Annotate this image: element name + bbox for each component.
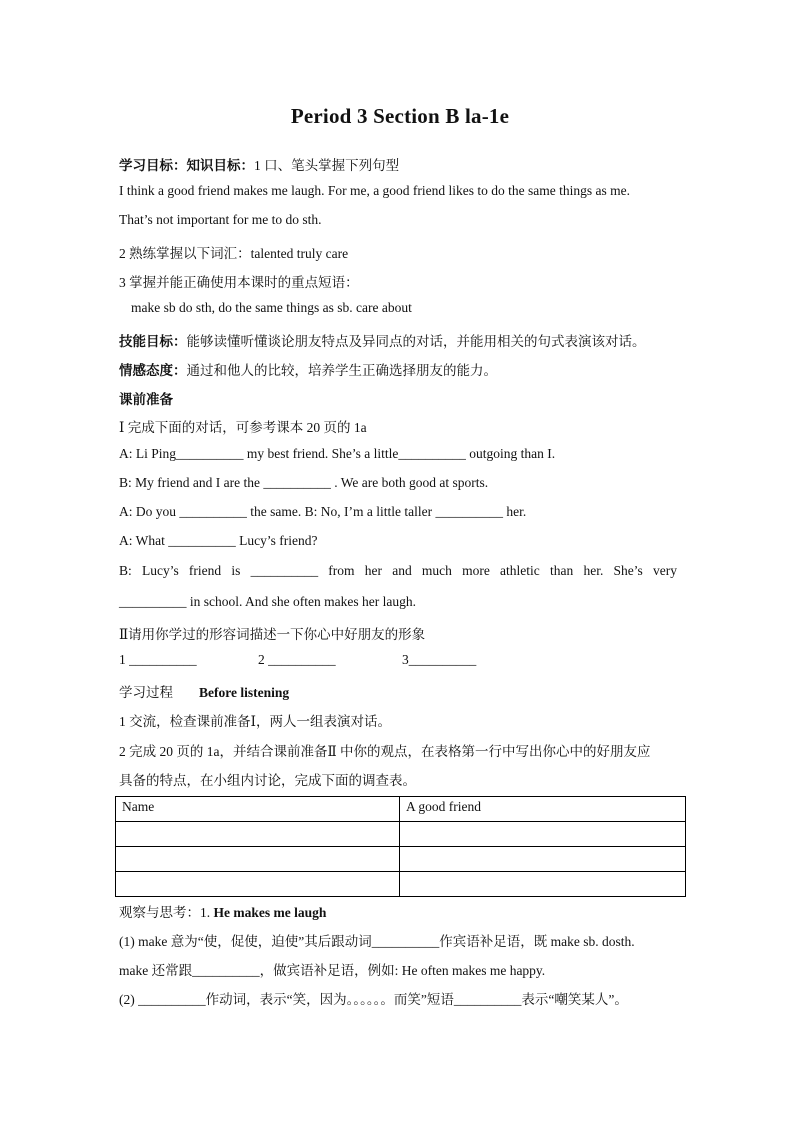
dialogue-line-2: B: My friend and I are the __________ . We are both good at sports. [119, 475, 489, 490]
table-header-row [116, 797, 686, 822]
process-step-2b: 具备的特点，在小组内讨论，完成下面的调查表。 [119, 773, 416, 788]
attitude-goal-line [119, 359, 497, 379]
dialogue-line-1: A: Li Ping__________ my best friend. She’s a little__________ outgoing than I. [119, 446, 556, 461]
observe-sentence: He makes me laugh [213, 905, 327, 920]
observe-point-2: (2) __________作动词，表示“笑，因为。。。。。。而笑”短语__________表示“嘲笑某人”。 [119, 992, 628, 1007]
table-cell [116, 822, 400, 847]
survey-table [115, 796, 686, 897]
learning-goals-label: 学习目标：知识目标： [119, 158, 254, 173]
observe-heading [119, 901, 326, 921]
phrases-line: make sb do sth, do the same things as sb. care about [131, 300, 412, 315]
table-cell [400, 822, 686, 847]
table-header-name: Name [116, 797, 400, 822]
table-row [116, 847, 686, 872]
skill-goal-label: 技能目标： [119, 334, 187, 349]
adjective-blank-3: 3__________ [402, 652, 477, 667]
page-title: Period 3 Section B la-1e [290, 104, 510, 128]
skill-goal-text: 能够读懂听懂谈论朋友特点及异同点的对话，并能用相关的句式表演该对话。 [186, 334, 646, 349]
observe-label: 观察与思考：1. [119, 905, 214, 920]
dialogue-line-3: A: Do you __________ the same. B: No, I’m a little taller __________ her. [119, 504, 527, 519]
dialogue-line-4: A: What __________ Lucy’s friend? [119, 533, 318, 548]
target-sentences-1: I think a good friend makes me laugh. For me, a good friend likes to do the same things as me. [119, 183, 631, 198]
table-row [116, 872, 686, 897]
dialogue-line-5: B: Lucy’s friend is __________ from her and much more athletic than her. She’s very [119, 563, 677, 578]
table-header-good-friend: A good friend [400, 797, 686, 822]
prep-heading: 课前准备 [119, 392, 173, 407]
prep-part2: Ⅱ请用你学过的形容词描述一下你心中好朋友的形象 [119, 627, 426, 642]
skill-goal-line [119, 330, 646, 350]
attitude-goal-text: 通过和他人的比较，培养学生正确选择朋友的能力。 [186, 363, 497, 378]
table-cell [400, 872, 686, 897]
dialogue-line-6: __________ in school. And she often makes her laugh. [119, 594, 416, 609]
process-step-2a: 2 完成 20 页的 1a，并结合课前准备Ⅱ 中你的观点，在表格第一行中写出你心中的好朋友应 [119, 744, 651, 759]
process-subheading: Before listening [199, 685, 290, 700]
observe-point-1: (1) make 意为“使，促使，迫使”其后跟动词__________作宾语补足语，既 make sb. dosth. [119, 934, 635, 949]
process-label: 学习过程 [119, 685, 173, 700]
learning-goals-line [119, 154, 399, 174]
table-cell [116, 872, 400, 897]
table-row [116, 822, 686, 847]
phrases-intro: 3 掌握并能正确使用本课时的重点短语： [119, 275, 359, 290]
observe-point-1b: make 还常跟__________，做宾语补足语，例如: He often makes me happy. [119, 963, 546, 978]
attitude-goal-label: 情感态度： [119, 363, 187, 378]
adjective-blank-2: 2 __________ [258, 652, 336, 667]
table-cell [400, 847, 686, 872]
adjective-blank-1: 1 __________ [119, 652, 197, 667]
process-step-1: 1 交流，检查课前准备Ⅰ，两人一组表演对话。 [119, 714, 391, 729]
table-cell [116, 847, 400, 872]
process-line [119, 681, 289, 701]
learning-goals-text: 1 口、笔头掌握下列句型 [254, 158, 400, 173]
vocab-line: 2 熟练掌握以下词汇：talented truly care [119, 246, 349, 261]
prep-part1: Ⅰ 完成下面的对话，可参考课本 20 页的 1a [119, 420, 367, 435]
target-sentences-2: That’s not important for me to do sth. [119, 212, 322, 227]
